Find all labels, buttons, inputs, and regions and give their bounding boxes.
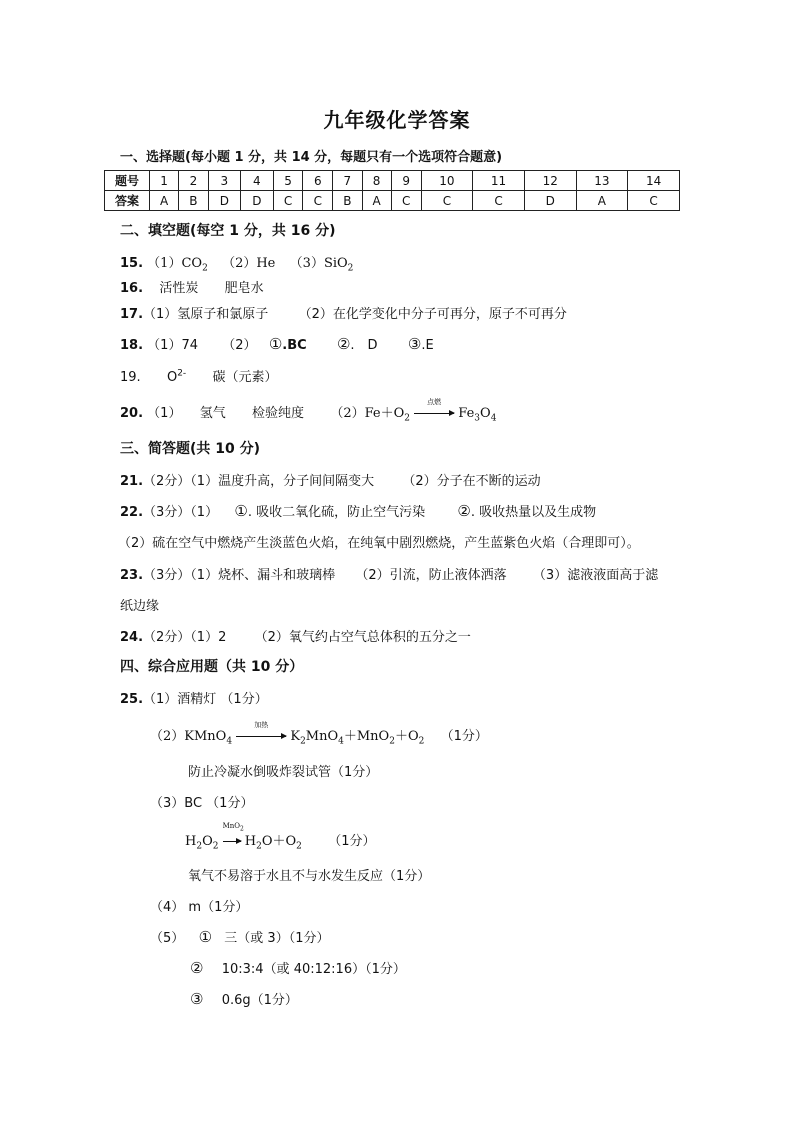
table-cell: D <box>524 191 576 211</box>
question-25-2-equation: （2）KMnO$_4$ 加热 $K_2MnO_4+MnO_2+O_2$ （1分） <box>150 721 488 747</box>
table-cell: C <box>391 191 421 211</box>
table-row-numbers <box>105 171 680 191</box>
question-17: 17.（1）氢原子和氯原子 （2）在化学变化中分子可再分，原子不可再分 <box>120 307 567 322</box>
reaction-arrow: MnO$_2$ <box>223 834 241 849</box>
table-cell: 9 <box>391 171 421 191</box>
question-25-1: 25.（1）酒精灯 （1分） <box>120 692 268 707</box>
table-cell: 2 <box>179 171 208 191</box>
question-22: 22.（3分）（1） ①. 吸收二氧化硫，防止空气污染 ②. 吸收热量以及生成物 <box>120 502 597 520</box>
table-cell: 11 <box>473 171 525 191</box>
question-25-5-2: ② 10:3:4（或 40:12:16）（1分） <box>190 959 406 977</box>
table-cell: C <box>273 191 303 211</box>
row-label-answer: 答案 <box>105 191 150 211</box>
question-23: 23.（3分）（1）烧杯、漏斗和玻璃棒 （2）引流，防止液体洒落 （3）滤液液面高于滤 <box>120 568 659 583</box>
section4-heading: 四、综合应用题（共 10 分） <box>120 659 304 675</box>
table-cell: 13 <box>576 171 628 191</box>
section2-heading: 二、填空题(每空 1 分，共 16 分) <box>120 223 336 239</box>
question-21: 21.（2分）（1）温度升高，分子间间隔变大 （2）分子在不断的运动 <box>120 474 541 489</box>
reaction-arrow: 加热 <box>236 729 286 744</box>
table-cell: C <box>303 191 333 211</box>
table-cell: 1 <box>150 171 179 191</box>
question-24: 24.（2分）（1）2 （2）氧气约占空气总体积的五分之一 <box>120 630 471 645</box>
table-cell: A <box>150 191 179 211</box>
table-cell: 4 <box>241 171 274 191</box>
table-cell: 3 <box>208 171 241 191</box>
table-cell: D <box>208 191 241 211</box>
table-cell: 8 <box>362 171 391 191</box>
table-cell: 7 <box>333 171 362 191</box>
table-cell: B <box>333 191 362 211</box>
question-16: 16. 活性炭 肥皂水 <box>120 281 264 296</box>
section1-heading: 一、选择题(每小题 1 分，共 14 分，每题只有一个选项符合题意) <box>120 150 503 165</box>
table-cell: 6 <box>303 171 333 191</box>
answer-table <box>104 170 680 211</box>
row-label-number: 题号 <box>105 171 150 191</box>
question-25-3-equation: $H_2O_2$ MnO$_2$ $H_2O+O_2$ （1分） <box>185 822 376 852</box>
question-25-5-3: ③ 0.6g（1分） <box>190 990 298 1008</box>
question-15: 15. $(1)CO_2$ （2）He （3）SiO$_2$ <box>120 256 354 274</box>
table-row-answers <box>105 191 680 211</box>
question-25-3: （3）BC （1分） <box>150 796 254 811</box>
question-22-part2: （2）硫在空气中燃烧产生淡蓝色火焰，在纯氧中剧烈燃烧，产生蓝紫色火焰（合理即可）。 <box>118 536 640 551</box>
table-cell: C <box>421 191 473 211</box>
table-cell: D <box>241 191 274 211</box>
question-25-2-note: 防止冷凝水倒吸炸裂试管（1分） <box>188 765 379 780</box>
table-cell: C <box>473 191 525 211</box>
table-cell: 5 <box>273 171 303 191</box>
section3-heading: 三、简答题(共 10 分) <box>120 441 261 457</box>
table-cell: B <box>179 191 208 211</box>
table-cell: C <box>628 191 680 211</box>
table-cell: 14 <box>628 171 680 191</box>
question-19: 19. $O^{2-}$ 碳（元素） <box>120 368 278 385</box>
question-25-5-1: （5） ① 三（或 3）（1分） <box>150 928 330 946</box>
question-25-4: （4） m（1分） <box>150 900 249 915</box>
question-18: 18. （1）74 （2） ①.BC ②. D ③.E <box>120 335 434 353</box>
question-20: 20. （1） 氢气 检验纯度 $(2)Fe+O_2$ 点燃 $Fe_3O_4$ <box>120 398 497 424</box>
reaction-arrow: 点燃 <box>414 406 454 421</box>
question-23-continued: 纸边缘 <box>120 599 160 614</box>
table-cell: A <box>362 191 391 211</box>
table-cell: 10 <box>421 171 473 191</box>
question-25-3-note: 氧气不易溶于水且不与水发生反应（1分） <box>188 869 431 884</box>
table-cell: A <box>576 191 628 211</box>
page-title: 九年级化学答案 <box>323 108 471 132</box>
table-cell: 12 <box>524 171 576 191</box>
